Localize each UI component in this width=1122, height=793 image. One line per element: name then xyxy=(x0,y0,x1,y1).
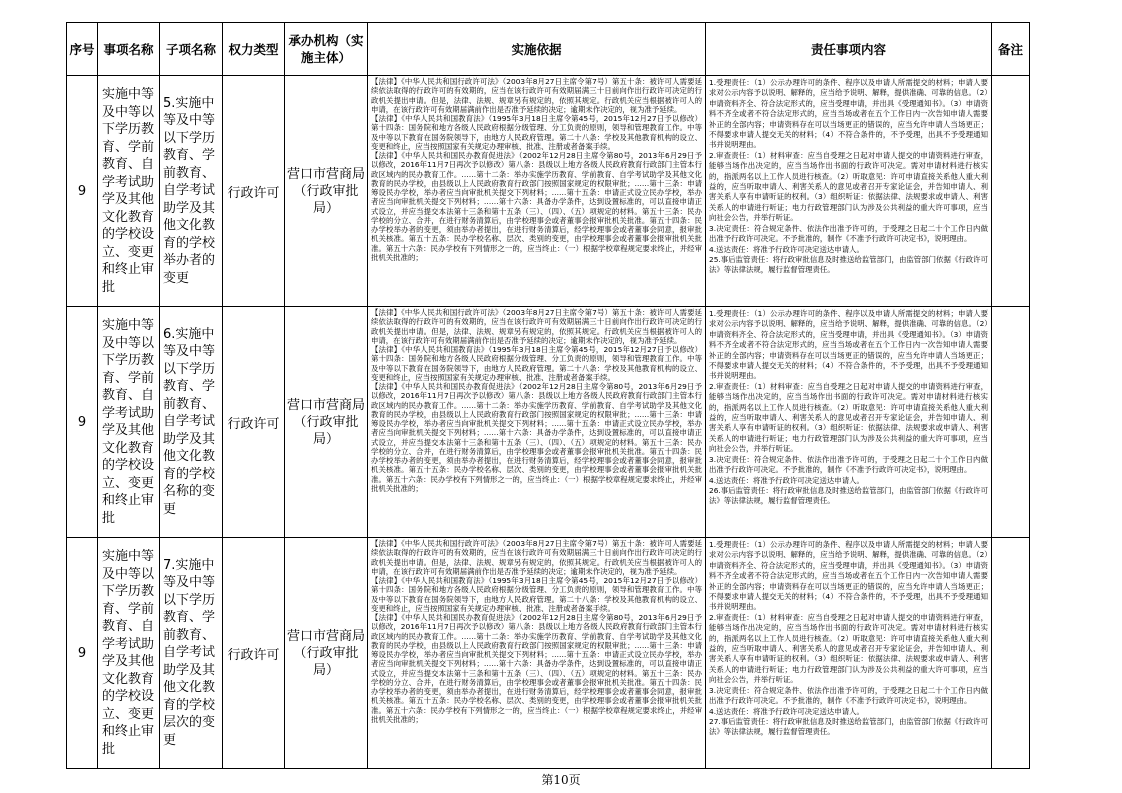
cell-org: 营口市营商局（行政审批局） xyxy=(285,538,368,769)
basis-paragraph: 【法律】《中华人民共和国民办教育促进法》（2002年12月28日主席令第80号，2013年6月29日予以修改，2016年11月7日再次予以修改）第八条：县级以上地方各级人民政府教育行政部门主管本行政区域内的民办教育工作。……第十二条：举办实施学历教育、学前教育、自学考试助学及其他文化教育的民办学校，由县级以上人民政府教育行政部门按照国家规定的权限审批；……第十三条：申请筹设民办学校，举办者应当向审批机关提交下列材料；……第十五条：申请正式设立民办学校，举办者应当向审批机关提交下列材料；……第十六条：具备办学条件，达到设置标准的，可以直接申请正式设立，并应当提交本法第十三条和第十五条（三）、（四）、（五）项规定的材料。第五十三条：民办学校的分立、合并，在进行财务清算后，由学校理事会或者董事会报审批机关批准。第五十四条：民办学校举办者的变更，须由举办者提出，在进行财务清算后，经学校理事会或者董事会同意，报审批机关核准。第五十五条：民办学校名称、层次、类别的变更，由学校理事会或者董事会报审批机关批准。第五十六条：民办学校有下列情形之一的，应当终止：（一）根据学校章程规定要求终止，并经审批机关批准的； xyxy=(371,613,702,724)
basis-paragraph: 【法律】《中华人民共和国行政许可法》（2003年8月27日主席令第7号）第五十条：被许可人需要延续依法取得的行政许可的有效期的，应当在该行政许可有效期届满三十日前向作出行政许可决定的行政机关提出申请。但是，法律、法规、规章另有规定的，依照其规定。行政机关应当根据被许可人的申请，在该行政许可有效期届满前作出是否准予延续的决定；逾期未作决定的，视为准予延续。 xyxy=(371,539,702,576)
cell-responsibility xyxy=(706,307,992,538)
cell-basis xyxy=(368,307,706,538)
cell-sub-name: 7.实施中等及中等以下学历教育、学前教育、自学考试助学及其他文化教育的学校层次的变更 xyxy=(160,538,223,769)
cell-basis xyxy=(368,76,706,307)
basis-paragraph: 【法律】《中华人民共和国教育法》（1995年3月18日主席令第45号，2015年12月27日予以修改）第十四条：国务院和地方各级人民政府根据分级管理、分工负责的原则，领导和管理教育工作。中等及中等以下教育在国务院领导下，由地方人民政府管理。第二十八条：学校及其他教育机构的设立、变更和终止，应当按照国家有关规定办理审核、批准、注册或者备案手续。 xyxy=(371,576,702,613)
table-row xyxy=(67,76,1030,307)
cell-responsibility xyxy=(706,76,992,307)
basis-paragraph: 【法律】《中华人民共和国教育法》（1995年3月18日主席令第45号，2015年12月27日予以修改）第十四条：国务院和地方各级人民政府根据分级管理、分工负责的原则，领导和管理教育工作。中等及中等以下教育在国务院领导下，由地方人民政府管理。第二十八条：学校及其他教育机构的设立、变更和终止，应当按照国家有关规定办理审核、批准、注册或者备案手续。 xyxy=(371,114,702,151)
responsibility-paragraph: 27.事后监管责任：将行政审批信息及时推送给监管部门，由监管部门依据《行政许可法》等法律法规，履行监督管理责任。 xyxy=(709,716,988,737)
responsibility-text xyxy=(706,307,991,535)
table-row xyxy=(67,538,1030,769)
basis-paragraph: 【法律】《中华人民共和国教育法》（1995年3月18日主席令第45号，2015年12月27日予以修改）第十四条：国务院和地方各级人民政府根据分级管理、分工负责的原则，领导和管理教育工作。中等及中等以下教育在国务院领导下，由地方人民政府管理。第二十八条：学校及其他教育机构的设立、变更和终止，应当按照国家有关规定办理审核、批准、注册或者备案手续。 xyxy=(371,345,702,382)
header-basis: 实施依据 xyxy=(368,23,706,76)
cell-item-name: 实施中等及中等以下学历教育、学前教育、自学考试助学及其他文化教育的学校设立、变更和终止审批 xyxy=(98,76,160,307)
responsibility-paragraph: 3.决定责任：符合规定条件、依法作出准予许可的，于受理之日起二十个工作日内做出准予行政许可决定。不予批准的，制作《不准予行政许可决定书》，说明理由。 xyxy=(709,454,988,475)
cell-remark xyxy=(992,538,1030,769)
cell-org: 营口市营商局（行政审批局） xyxy=(285,76,368,307)
cell-sub-name: 6.实施中等及中等以下学历教育、学前教育、自学考试助学及其他文化教育的学校名称的变更 xyxy=(160,307,223,538)
header-seq: 序号 xyxy=(67,23,98,76)
basis-paragraph: 【法律】《中华人民共和国行政许可法》（2003年8月27日主席令第7号）第五十条：被许可人需要延续依法取得的行政许可的有效期的，应当在该行政许可有效期届满三十日前向作出行政许可决定的行政机关提出申请。但是，法律、法规、规章另有规定的，依照其规定。行政机关应当根据被许可人的申请，在该行政许可有效期届满前作出是否准予延续的决定；逾期未作决定的，视为准予延续。 xyxy=(371,308,702,345)
basis-paragraph: 【法律】《中华人民共和国行政许可法》（2003年8月27日主席令第7号）第五十条：被许可人需要延续依法取得的行政许可的有效期的，应当在该行政许可有效期届满三十日前向作出行政许可决定的行政机关提出申请。但是，法律、法规、规章另有规定的，依照其规定。行政机关应当根据被许可人的申请，在该行政许可有效期届满前作出是否准予延续的决定；逾期未作决定的，视为准予延续。 xyxy=(371,77,702,114)
responsibility-paragraph: 4.送达责任：将准予行政许可决定送达申请人。 xyxy=(709,244,864,254)
table-body xyxy=(67,76,1030,769)
cell-power-type: 行政许可 xyxy=(223,76,285,307)
basis-paragraph: 【法律】《中华人民共和国民办教育促进法》（2002年12月28日主席令第80号，2013年6月29日予以修改，2016年11月7日再次予以修改）第八条：县级以上地方各级人民政府教育行政部门主管本行政区域内的民办教育工作。……第十二条：举办实施学历教育、学前教育、自学考试助学及其他文化教育的民办学校，由县级以上人民政府教育行政部门按照国家规定的权限审批；……第十三条：申请筹设民办学校，举办者应当向审批机关提交下列材料；……第十五条：申请正式设立民办学校，举办者应当向审批机关提交下列材料；……第十六条：具备办学条件，达到设置标准的，可以直接申请正式设立，并应当提交本法第十三条和第十五条（三）、（四）、（五）项规定的材料。第五十三条：民办学校的分立、合并，在进行财务清算后，由学校理事会或者董事会报审批机关批准。第五十四条：民办学校举办者的变更，须由举办者提出，在进行财务清算后，经学校理事会或者董事会同意，报审批机关核准。第五十五条：民办学校名称、层次、类别的变更，由学校理事会或者董事会报审批机关批准。第五十六条：民办学校有下列情形之一的，应当终止：（一）根据学校章程规定要求终止，并经审批机关批准的； xyxy=(371,382,702,493)
responsibility-paragraph: 2.审查责任：（1）材料审查：应当自受理之日起对申请人提交的申请资料进行审查，能够当场作出决定的，应当当场作出书面的行政许可决定。需对申请材料进行核实的，指派两名以上工作人员进行核查。（2）听取意见：许可申请直接关系他人重大利益的，应当听取申请人、利害关系人的意见或者召开专家论证会，并告知申请人、利害关系人享有申请听证的权利。（3）组织听证：依据法律、法规要求或申请人、利害关系人的申请进行听证；电力行政管理部门认为涉及公共利益的重大许可事项，应当向社会公告，并举行听证。 xyxy=(709,612,988,685)
header-org: 承办机构（实施主体） xyxy=(285,23,368,76)
basis-text xyxy=(368,307,705,536)
responsibility-paragraph: 3.决定责任：符合规定条件、依法作出准予许可的，于受理之日起二十个工作日内做出准予行政许可决定。不予批准的，制作《不准予行政许可决定书》，说明理由。 xyxy=(709,223,988,244)
cell-seq: 9 xyxy=(67,76,98,307)
table-row xyxy=(67,307,1030,538)
responsibility-paragraph: 26.事后监管责任：将行政审批信息及时推送给监管部门，由监管部门依据《行政许可法》等法律法规，履行监督管理责任。 xyxy=(709,485,988,506)
responsibility-text xyxy=(706,76,991,304)
responsibility-paragraph: 1.受理责任：（1）公示办理许可的条件、程序以及申请人所需提交的材料；申请人要求对公示内容予以说明、解释的，应当给予说明、解释，提供准确、可靠的信息。（2）申请资料齐全、符合法定形式的，应当受理申请，并出具《受理通知书》。（3）申请资料不齐全或者不符合法定形式的，应当当场或者在五个工作日内一次告知申请人需要补正的全部内容；申请资料存在可以当场更正的错误的，应当允许申请人当场更正；不得要求申请人提交无关的材料；（4）不符合条件的，不予受理，出具不予受理通知书并说明理由。 xyxy=(709,540,988,612)
cell-item-name: 实施中等及中等以下学历教育、学前教育、自学考试助学及其他文化教育的学校设立、变更和终止审批 xyxy=(98,307,160,538)
header-remark: 备注 xyxy=(992,23,1030,76)
responsibility-paragraph: 3.决定责任：符合规定条件、依法作出准予许可的，于受理之日起二十个工作日内做出准予行政许可决定。不予批准的，制作《不准予行政许可决定书》，说明理由。 xyxy=(709,685,988,706)
cell-responsibility xyxy=(706,538,992,769)
responsibility-paragraph: 25.事后监管责任：将行政审批信息及时推送给监管部门，由监管部门依据《行政许可法》等法律法规，履行监督管理责任。 xyxy=(709,254,988,275)
cell-remark xyxy=(992,307,1030,538)
basis-text xyxy=(368,538,705,767)
header-item-name: 事项名称 xyxy=(98,23,160,76)
responsibility-paragraph: 4.送达责任：将准予行政许可决定送达申请人。 xyxy=(709,706,864,716)
power-list-table xyxy=(66,22,1030,769)
basis-paragraph: 【法律】《中华人民共和国民办教育促进法》（2002年12月28日主席令第80号，2013年6月29日予以修改，2016年11月7日再次予以修改）第八条：县级以上地方各级人民政府教育行政部门主管本行政区域内的民办教育工作。……第十二条：举办实施学历教育、学前教育、自学考试助学及其他文化教育的民办学校，由县级以上人民政府教育行政部门按照国家规定的权限审批；……第十三条：申请筹设民办学校，举办者应当向审批机关提交下列材料；……第十五条：申请正式设立民办学校，举办者应当向审批机关提交下列材料；……第十六条：具备办学条件，达到设置标准的，可以直接申请正式设立，并应当提交本法第十三条和第十五条（三）、（四）、（五）项规定的材料。第五十三条：民办学校的分立、合并，在进行财务清算后，由学校理事会或者董事会报审批机关批准。第五十四条：民办学校举办者的变更，须由举办者提出，在进行财务清算后，经学校理事会或者董事会同意，报审批机关核准。第五十五条：民办学校名称、层次、类别的变更，由学校理事会或者董事会报审批机关批准。第五十六条：民办学校有下列情形之一的，应当终止：（一）根据学校章程规定要求终止，并经审批机关批准的； xyxy=(371,151,702,262)
header-responsibility: 责任事项内容 xyxy=(706,23,992,76)
responsibility-paragraph: 4.送达责任：将准予行政许可决定送达申请人。 xyxy=(709,475,864,485)
cell-basis xyxy=(368,538,706,769)
basis-text xyxy=(368,76,705,305)
header-sub-name: 子项名称 xyxy=(160,23,223,76)
responsibility-paragraph: 2.审查责任：（1）材料审查：应当自受理之日起对申请人提交的申请资料进行审查，能够当场作出决定的，应当当场作出书面的行政许可决定。需对申请材料进行核实的，指派两名以上工作人员进行核查。（2）听取意见：许可申请直接关系他人重大利益的，应当听取申请人、利害关系人的意见或者召开专家论证会，并告知申请人、利害关系人享有申请听证的权利。（3）组织听证：依据法律、法规要求或申请人、利害关系人的申请进行听证；电力行政管理部门认为涉及公共利益的重大许可事项，应当向社会公告，并举行听证。 xyxy=(709,381,988,454)
header-power-type: 权力类型 xyxy=(223,23,285,76)
cell-seq: 9 xyxy=(67,307,98,538)
page-number: 第10页 xyxy=(541,773,581,787)
responsibility-paragraph: 1.受理责任：（1）公示办理许可的条件、程序以及申请人所需提交的材料；申请人要求对公示内容予以说明、解释的，应当给予说明、解释，提供准确、可靠的信息。（2）申请资料齐全、符合法定形式的，应当受理申请，并出具《受理通知书》。（3）申请资料不齐全或者不符合法定形式的，应当当场或者在五个工作日内一次告知申请人需要补正的全部内容；申请资料存在可以当场更正的错误的，应当允许申请人当场更正；不得要求申请人提交无关的材料；（4）不符合条件的，不予受理，出具不予受理通知书并说明理由。 xyxy=(709,78,988,150)
cell-seq: 9 xyxy=(67,538,98,769)
cell-power-type: 行政许可 xyxy=(223,538,285,769)
responsibility-text xyxy=(706,538,991,766)
cell-power-type: 行政许可 xyxy=(223,307,285,538)
responsibility-paragraph: 2.审查责任：（1）材料审查：应当自受理之日起对申请人提交的申请资料进行审查，能够当场作出决定的，应当当场作出书面的行政许可决定。需对申请材料进行核实的，指派两名以上工作人员进行核查。（2）听取意见：许可申请直接关系他人重大利益的，应当听取申请人、利害关系人的意见或者召开专家论证会，并告知申请人、利害关系人享有申请听证的权利。（3）组织听证：依据法律、法规要求或申请人、利害关系人的申请进行听证；电力行政管理部门认为涉及公共利益的重大许可事项，应当向社会公告，并举行听证。 xyxy=(709,150,988,223)
cell-item-name: 实施中等及中等以下学历教育、学前教育、自学考试助学及其他文化教育的学校设立、变更和终止审批 xyxy=(98,538,160,769)
responsibility-paragraph: 1.受理责任：（1）公示办理许可的条件、程序以及申请人所需提交的材料；申请人要求对公示内容予以说明、解释的，应当给予说明、解释，提供准确、可靠的信息。（2）申请资料齐全、符合法定形式的，应当受理申请，并出具《受理通知书》。（3）申请资料不齐全或者不符合法定形式的，应当当场或者在五个工作日内一次告知申请人需要补正的全部内容；申请资料存在可以当场更正的错误的，应当允许申请人当场更正；不得要求申请人提交无关的材料；（4）不符合条件的，不予受理，出具不予受理通知书并说明理由。 xyxy=(709,309,988,381)
cell-remark xyxy=(992,76,1030,307)
cell-org: 营口市营商局（行政审批局） xyxy=(285,307,368,538)
cell-sub-name: 5.实施中等及中等以下学历教育、学前教育、自学考试助学及其他文化教育的学校举办者的变更 xyxy=(160,76,223,307)
table-header-row xyxy=(67,23,1030,76)
